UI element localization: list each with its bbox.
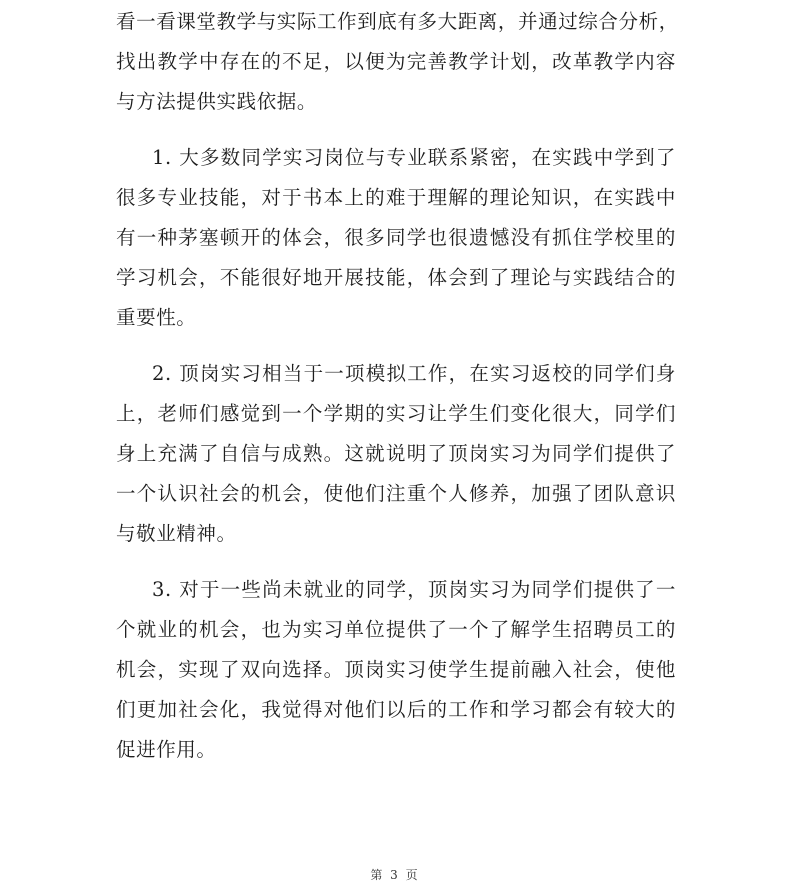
text-line: 与敬业精神。 [116, 522, 237, 545]
paragraph-point-2 [116, 354, 676, 554]
text-line: 个就业的机会，也为实习单位提供了一个了解学生招聘员工的 [116, 618, 676, 641]
text-line: 学习机会，不能很好地开展技能，体会到了理论与实践结合的 [116, 266, 676, 289]
page-number: 第 3 页 [370, 868, 420, 882]
text-line: 1. 大多数同学实习岗位与专业联系紧密，在实践中学到了 [152, 146, 676, 169]
text-line: 2. 顶岗实习相当于一项模拟工作，在实习返校的同学们身 [152, 362, 676, 385]
text-line: 很多专业技能，对于书本上的难于理解的理论知识，在实践中 [116, 186, 676, 209]
text-line: 看一看课堂教学与实际工作到底有多大距离，并通过综合分析， [116, 10, 679, 33]
text-line: 机会，实现了双向选择。顶岗实习使学生提前融入社会，使他 [116, 658, 676, 681]
paragraph-point-1 [116, 138, 676, 338]
text-line: 们更加社会化，我觉得对他们以后的工作和学习都会有较大的 [116, 698, 676, 721]
text-line: 与方法提供实践依据。 [116, 90, 318, 113]
paragraph-point-3 [116, 570, 676, 770]
paragraph-intro [116, 2, 679, 122]
text-line: 一个认识社会的机会，使他们注重个人修养，加强了团队意识 [116, 482, 676, 505]
text-line: 重要性。 [116, 306, 197, 329]
text-line: 身上充满了自信与成熟。这就说明了顶岗实习为同学们提供了 [116, 442, 676, 465]
text-line: 有一种茅塞顿开的体会，很多同学也很遗憾没有抓住学校里的 [116, 226, 676, 249]
document-body [116, 2, 679, 786]
text-line: 3. 对于一些尚未就业的同学，顶岗实习为同学们提供了一 [152, 578, 676, 601]
text-line: 找出教学中存在的不足，以便为完善教学计划，改革教学内容 [116, 50, 676, 73]
text-line: 促进作用。 [116, 738, 217, 761]
text-line: 上，老师们感觉到一个学期的实习让学生们变化很大，同学们 [116, 402, 676, 425]
